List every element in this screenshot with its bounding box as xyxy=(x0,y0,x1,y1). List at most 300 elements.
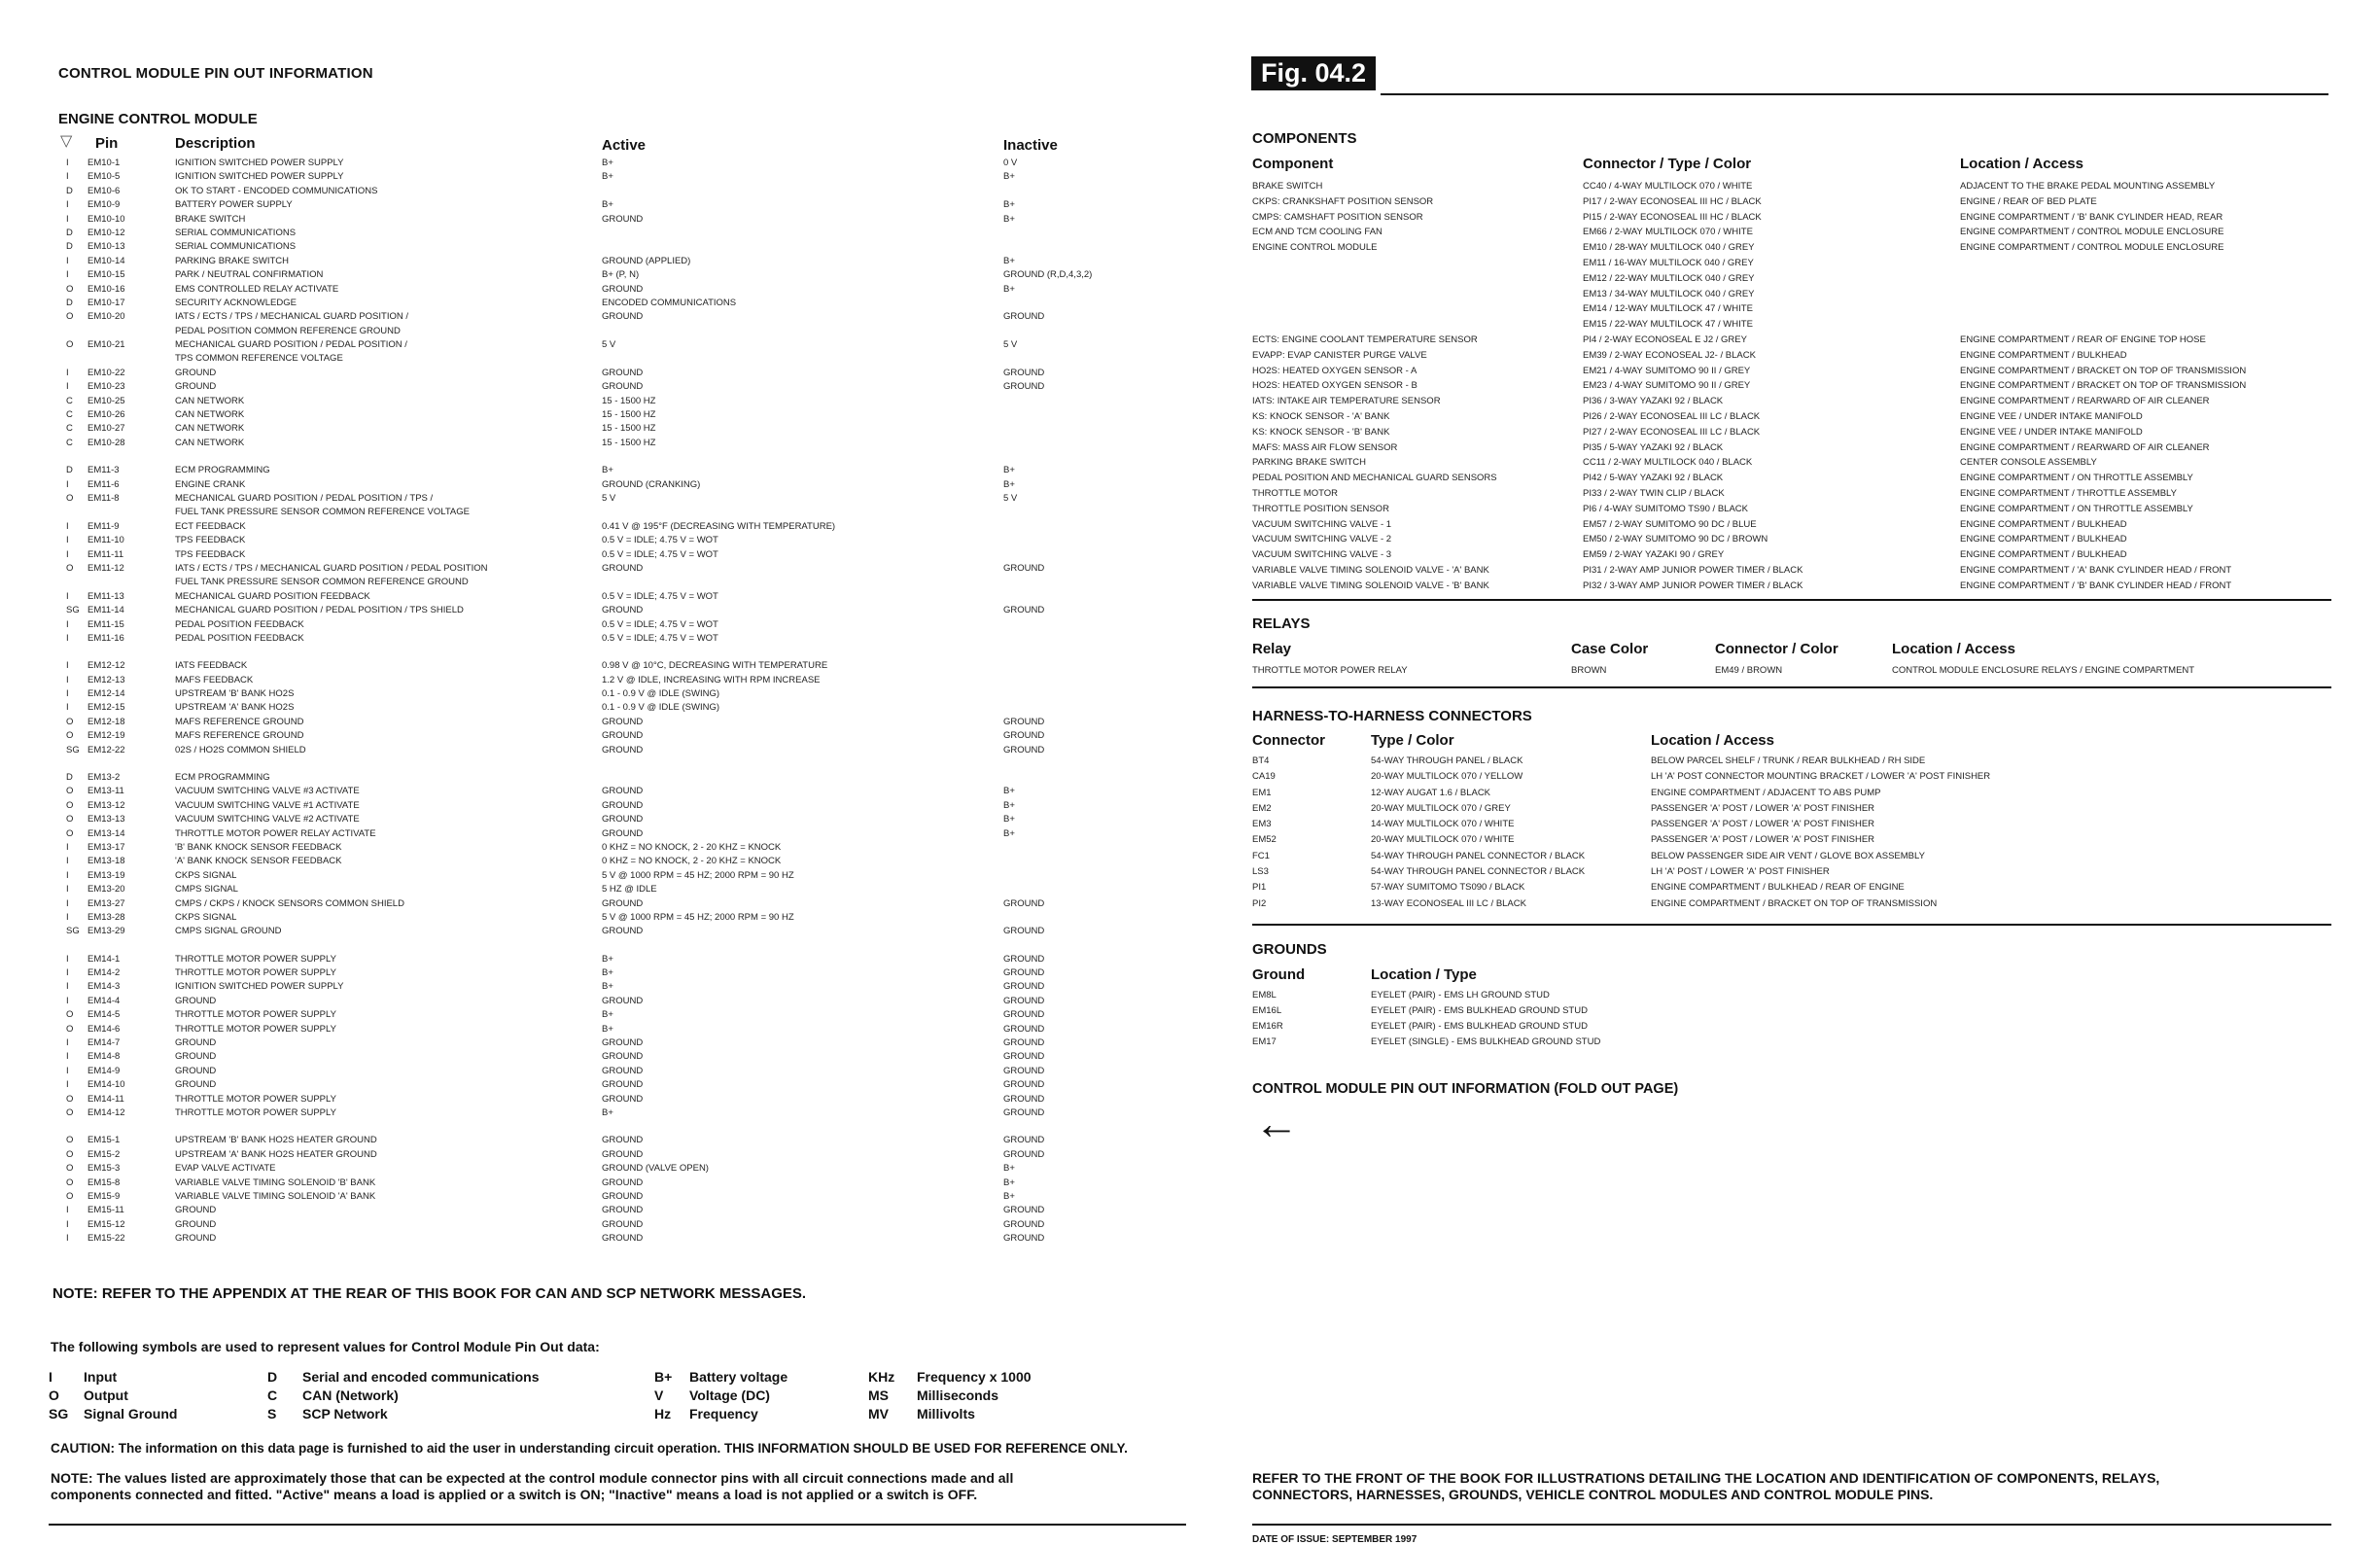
pin-description: CKPS SIGNAL xyxy=(175,869,237,881)
symbol-key: B+ xyxy=(654,1369,673,1385)
pin-id: EM14-8 xyxy=(88,1051,121,1063)
pin-description: IGNITION SWITCHED POWER SUPPLY xyxy=(175,171,344,183)
active-value: GROUND xyxy=(602,367,644,378)
pin-row xyxy=(58,1036,1186,1050)
active-value: GROUND xyxy=(602,995,644,1006)
harness-connector: EM52 xyxy=(1252,834,1277,846)
caution-text: CAUTION: The information on this data page is furnished to aid the user in understanding circuit operation. THIS INFORMATION SHOULD BE USED FOR REFERENCE ONLY. xyxy=(51,1441,1128,1456)
pin-row xyxy=(58,785,1186,798)
component-name: ECM AND TCM COOLING FAN xyxy=(1252,227,1382,238)
pin-description: 'B' BANK KNOCK SENSOR FEEDBACK xyxy=(175,841,342,853)
pin-id: EM14-11 xyxy=(88,1093,124,1105)
component-name: HO2S: HEATED OXYGEN SENSOR - A xyxy=(1252,365,1418,376)
component-connector: PI27 / 2-WAY ECONOSEAL III LC / BLACK xyxy=(1583,426,1761,438)
harness-type: 14-WAY MULTILOCK 070 / WHITE xyxy=(1371,819,1515,830)
symbol-key: D xyxy=(267,1369,278,1385)
harness-connector: EM1 xyxy=(1252,787,1272,798)
pin-description: ECM PROGRAMMING xyxy=(175,465,270,476)
table-row xyxy=(1252,425,2331,440)
pin-description: PARK / NEUTRAL CONFIRMATION xyxy=(175,269,324,281)
pin-description: UPSTREAM 'B' BANK HO2S xyxy=(175,688,295,700)
component-connector: PI42 / 5-WAY YAZAKI 92 / BLACK xyxy=(1583,473,1724,484)
pin-type: O xyxy=(66,1163,74,1175)
pin-description: VARIABLE VALVE TIMING SOLENOID 'B' BANK xyxy=(175,1176,376,1188)
table-row xyxy=(1252,502,2331,517)
pin-id: EM13-20 xyxy=(88,884,125,895)
pin-type: O xyxy=(66,1023,74,1035)
pin-row xyxy=(58,827,1186,841)
pin-id: EM14-9 xyxy=(88,1065,121,1076)
table-row xyxy=(1252,486,2331,502)
pin-row xyxy=(58,408,1186,422)
group-gap xyxy=(58,939,1186,953)
pin-description: GROUND xyxy=(175,1233,217,1245)
harness-location-col-header: Location / Access xyxy=(1651,732,1774,749)
component-name: MAFS: MASS AIR FLOW SENSOR xyxy=(1252,441,1398,453)
active-value: 15 - 1500 HZ xyxy=(602,437,656,448)
component-connector: EM11 / 16-WAY MULTILOCK 040 / GREY xyxy=(1583,257,1754,268)
pin-id: EM10-26 xyxy=(88,409,125,421)
component-connector: CC40 / 4-WAY MULTILOCK 070 / WHITE xyxy=(1583,181,1753,192)
active-header: Active xyxy=(602,137,647,154)
symbol-key: MS xyxy=(868,1387,889,1403)
harness-location: BELOW PARCEL SHELF / TRUNK / REAR BULKHEAD / RH SIDE xyxy=(1651,755,1926,766)
pin-id: EM10-23 xyxy=(88,381,125,393)
component-connector: PI36 / 3-WAY YAZAKI 92 / BLACK xyxy=(1583,396,1724,407)
pin-id: EM13-27 xyxy=(88,897,125,909)
pin-row xyxy=(58,995,1186,1008)
pin-id: EM14-10 xyxy=(88,1079,125,1091)
table-row xyxy=(1252,225,2331,240)
component-name: ECTS: ENGINE COOLANT TEMPERATURE SENSOR xyxy=(1252,334,1478,345)
active-value: ENCODED COMMUNICATIONS xyxy=(602,297,737,308)
active-value: GROUND xyxy=(602,1205,644,1216)
inactive-value: B+ xyxy=(1003,171,1015,183)
values-note-line2: components connected and fitted. "Active" means a load is applied or a switch is ON; "Inactive" means a load is not applied or a switch is OFF. xyxy=(51,1487,978,1502)
pin-row xyxy=(58,562,1186,576)
pin-type: O xyxy=(66,814,74,825)
relays-header xyxy=(1252,641,2331,660)
inactive-value: GROUND xyxy=(1003,381,1045,393)
pin-row xyxy=(58,170,1186,184)
location-col-header: Location / Access xyxy=(1960,156,2083,172)
active-value: 5 V xyxy=(602,492,616,504)
table-row xyxy=(1252,440,2331,456)
pin-description: 'A' BANK KNOCK SENSOR FEEDBACK xyxy=(175,856,342,867)
harness-type: 20-WAY MULTILOCK 070 / YELLOW xyxy=(1371,771,1523,783)
pin-type: I xyxy=(66,660,69,672)
foldout-link[interactable]: CONTROL MODULE PIN OUT INFORMATION (FOLD OUT PAGE) xyxy=(1252,1081,1679,1097)
pin-description: 02S / HO2S COMMON SHIELD xyxy=(175,744,306,755)
component-connector: EM23 / 4-WAY SUMITOMO 90 II / GREY xyxy=(1583,380,1751,392)
table-row xyxy=(1252,409,2331,425)
pin-description: THROTTLE MOTOR POWER SUPPLY xyxy=(175,953,336,965)
pin-type: O xyxy=(66,1107,74,1118)
table-row xyxy=(1252,547,2331,563)
pin-type: C xyxy=(66,409,73,421)
pin-description: VACUUM SWITCHING VALVE #1 ACTIVATE xyxy=(175,799,360,811)
component-name: VACUUM SWITCHING VALVE - 2 xyxy=(1252,534,1392,545)
table-row xyxy=(1252,849,2331,864)
pin-row xyxy=(58,213,1186,227)
component-location: ENGINE COMPARTMENT / BULKHEAD xyxy=(1960,549,2127,561)
pin-description: THROTTLE MOTOR POWER RELAY ACTIVATE xyxy=(175,827,376,839)
component-location: ENGINE COMPARTMENT / CONTROL MODULE ENCLOSURE xyxy=(1960,242,2224,254)
pin-description: FUEL TANK PRESSURE SENSOR COMMON REFERENCE GROUND xyxy=(175,577,469,588)
active-value: B+ (P, N) xyxy=(602,269,640,281)
pin-description: ECT FEEDBACK xyxy=(175,520,246,532)
relay-connector-col-header: Connector / Color xyxy=(1715,641,1838,657)
inactive-value: B+ xyxy=(1003,1190,1015,1202)
pin-description: BATTERY POWER SUPPLY xyxy=(175,199,293,211)
active-value: 0.5 V = IDLE; 4.75 V = WOT xyxy=(602,590,718,602)
component-location: ENGINE / REAR OF BED PLATE xyxy=(1960,195,2097,207)
pin-type: I xyxy=(66,702,69,714)
inactive-value: B+ xyxy=(1003,255,1015,266)
relay-col-header: Relay xyxy=(1252,641,1292,657)
pin-description: IATS / ECTS / TPS / MECHANICAL GUARD POSITION / xyxy=(175,311,409,323)
active-value: B+ xyxy=(602,1009,613,1021)
pin-type: O xyxy=(66,1176,74,1188)
active-value: 0 KHZ = NO KNOCK, 2 - 20 KHZ = KNOCK xyxy=(602,841,782,853)
symbol-key: MV xyxy=(868,1406,889,1422)
pin-type: I xyxy=(66,1079,69,1091)
pin-type: I xyxy=(66,869,69,881)
active-value: B+ xyxy=(602,953,613,965)
symbol-meaning: Milliseconds xyxy=(917,1387,999,1403)
table-row xyxy=(1252,817,2331,832)
active-value: 5 HZ @ IDLE xyxy=(602,884,657,895)
pin-row xyxy=(58,1008,1186,1022)
pin-row xyxy=(58,687,1186,701)
pin-row xyxy=(58,268,1186,282)
pin-id: EM10-28 xyxy=(88,437,125,448)
pin-description: THROTTLE MOTOR POWER SUPPLY xyxy=(175,1093,336,1105)
pin-row xyxy=(58,338,1186,352)
pin-row xyxy=(58,1190,1186,1204)
pin-row xyxy=(58,911,1186,925)
pin-type: O xyxy=(66,730,74,742)
table-row xyxy=(1252,287,2331,302)
table-row xyxy=(1252,663,2331,679)
pin-row xyxy=(58,310,1186,324)
pin-description: CAN NETWORK xyxy=(175,423,245,435)
active-value: GROUND xyxy=(602,926,644,937)
pin-id: EM15-22 xyxy=(88,1233,125,1245)
pin-type: C xyxy=(66,437,73,448)
pin-id: EM14-12 xyxy=(88,1107,125,1118)
active-value: GROUND (CRANKING) xyxy=(602,478,701,490)
pin-type: I xyxy=(66,618,69,630)
active-value: GROUND xyxy=(602,1218,644,1230)
component-connector: EM57 / 2-WAY SUMITOMO 90 DC / BLUE xyxy=(1583,518,1757,530)
active-value: GROUND xyxy=(602,799,644,811)
pin-type: C xyxy=(66,423,73,435)
harness-connector: FC1 xyxy=(1252,850,1270,861)
pin-type: I xyxy=(66,367,69,378)
pin-row xyxy=(58,255,1186,268)
inactive-value: GROUND xyxy=(1003,1023,1045,1035)
component-connector: PI31 / 2-WAY AMP JUNIOR POWER TIMER / BLACK xyxy=(1583,564,1803,576)
ground-col-header: Ground xyxy=(1252,966,1306,983)
pin-row xyxy=(58,240,1186,254)
harness-location: ENGINE COMPARTMENT / BULKHEAD / REAR OF ENGINE xyxy=(1651,882,1905,894)
pin-description: FUEL TANK PRESSURE SENSOR COMMON REFERENCE VOLTAGE xyxy=(175,507,470,518)
component-location: ENGINE COMPARTMENT / 'B' BANK CYLINDER HEAD / FRONT xyxy=(1960,579,2232,591)
pin-type: SG xyxy=(66,744,80,755)
symbol-key: C xyxy=(267,1387,278,1403)
pin-description: EMS CONTROLLED RELAY ACTIVATE xyxy=(175,283,339,295)
component-location: ENGINE COMPARTMENT / BULKHEAD xyxy=(1960,518,2127,530)
pin-description: EVAP VALVE ACTIVATE xyxy=(175,1163,276,1175)
pin-id: EM12-22 xyxy=(88,744,125,755)
pin-table xyxy=(58,157,1186,1247)
harness-location: ENGINE COMPARTMENT / ADJACENT TO ABS PUMP xyxy=(1651,787,1881,798)
inactive-value: GROUND xyxy=(1003,1107,1045,1118)
pin-id: EM11-9 xyxy=(88,520,120,532)
pin-type: I xyxy=(66,884,69,895)
pin-row xyxy=(58,1134,1186,1147)
pin-description: PEDAL POSITION FEEDBACK xyxy=(175,618,304,630)
harness-type: 54-WAY THROUGH PANEL CONNECTOR / BLACK xyxy=(1371,866,1586,878)
active-value: B+ xyxy=(602,981,613,993)
harness-connector: PI2 xyxy=(1252,897,1267,909)
can-note: NOTE: REFER TO THE APPENDIX AT THE REAR OF THIS BOOK FOR CAN AND SCP NETWORK MESSAGES. xyxy=(52,1285,807,1302)
inactive-value: B+ xyxy=(1003,478,1015,490)
rule-harness xyxy=(1252,924,2331,926)
pin-description: MAFS FEEDBACK xyxy=(175,674,254,685)
pin-description: IATS FEEDBACK xyxy=(175,660,248,672)
active-value: 15 - 1500 HZ xyxy=(602,409,656,421)
pin-type: I xyxy=(66,953,69,965)
harness-type: 54-WAY THROUGH PANEL / BLACK xyxy=(1371,755,1523,766)
pin-row xyxy=(58,395,1186,408)
table-row xyxy=(1252,348,2331,364)
grounds-header xyxy=(1252,966,2331,986)
pin-row xyxy=(58,1162,1186,1176)
inactive-value: B+ xyxy=(1003,283,1015,295)
pin-description: ECM PROGRAMMING xyxy=(175,772,270,784)
inactive-value: GROUND xyxy=(1003,1093,1045,1105)
inactive-value: GROUND xyxy=(1003,730,1045,742)
pin-row xyxy=(58,464,1186,477)
pin-row xyxy=(58,813,1186,826)
pin-type: I xyxy=(66,995,69,1006)
pin-type: I xyxy=(66,1065,69,1076)
pin-description: IATS / ECTS / TPS / MECHANICAL GUARD POSITION / PEDAL POSITION xyxy=(175,562,488,574)
pin-id: EM13-18 xyxy=(88,856,125,867)
relays-table xyxy=(1252,663,2331,679)
pin-description: BRAKE SWITCH xyxy=(175,213,246,225)
pin-row xyxy=(58,506,1186,519)
harness-connector: BT4 xyxy=(1252,755,1270,766)
inactive-value: GROUND xyxy=(1003,1037,1045,1049)
table-row xyxy=(1252,256,2331,271)
pin-type: I xyxy=(66,674,69,685)
pin-id: EM13-17 xyxy=(88,841,125,853)
pin-id: EM10-14 xyxy=(88,255,125,266)
pin-id: EM12-13 xyxy=(88,674,125,685)
pin-description: GROUND xyxy=(175,367,217,378)
harness-location: PASSENGER 'A' POST / LOWER 'A' POST FINISHER xyxy=(1651,834,1875,846)
harness-title: HARNESS-TO-HARNESS CONNECTORS xyxy=(1252,708,1532,724)
active-value: GROUND (VALVE OPEN) xyxy=(602,1163,709,1175)
page-title: CONTROL MODULE PIN OUT INFORMATION xyxy=(58,65,373,82)
component-name: VARIABLE VALVE TIMING SOLENOID VALVE - 'A' BANK xyxy=(1252,564,1489,576)
pin-id: EM10-5 xyxy=(88,171,121,183)
table-row xyxy=(1252,832,2331,848)
pin-description: GROUND xyxy=(175,1037,217,1049)
pin-type: I xyxy=(66,688,69,700)
inactive-value: GROUND xyxy=(1003,1051,1045,1063)
component-connector: CC11 / 2-WAY MULTILOCK 040 / BLACK xyxy=(1583,457,1753,469)
pin-type: C xyxy=(66,395,73,406)
inactive-value: GROUND xyxy=(1003,1079,1045,1091)
pin-description: SERIAL COMMUNICATIONS xyxy=(175,227,297,238)
pin-row xyxy=(58,1078,1186,1092)
pin-id: EM14-5 xyxy=(88,1009,121,1021)
pin-row xyxy=(58,1065,1186,1078)
group-gap xyxy=(58,1120,1186,1134)
component-connector: PI6 / 4-WAY SUMITOMO TS90 / BLACK xyxy=(1583,503,1748,514)
pin-id: EM12-14 xyxy=(88,688,125,700)
pin-id: EM10-15 xyxy=(88,269,125,281)
active-value: B+ xyxy=(602,967,613,979)
active-value: GROUND xyxy=(602,283,644,295)
pin-description: UPSTREAM 'B' BANK HO2S HEATER GROUND xyxy=(175,1135,377,1146)
active-value: GROUND xyxy=(602,897,644,909)
component-location: ENGINE COMPARTMENT / REARWARD OF AIR CLEANER xyxy=(1960,441,2210,453)
arrow-left-icon[interactable]: ← xyxy=(1254,1098,1299,1148)
pin-description: TPS FEEDBACK xyxy=(175,548,246,560)
table-row xyxy=(1252,880,2331,895)
active-value: GROUND xyxy=(602,562,644,574)
component-name: VARIABLE VALVE TIMING SOLENOID VALVE - 'B' BANK xyxy=(1252,579,1489,591)
pin-id: EM10-13 xyxy=(88,241,125,253)
rule-relays xyxy=(1252,686,2331,688)
ground-location-col-header: Location / Type xyxy=(1371,966,1477,983)
component-col-header: Component xyxy=(1252,156,1334,172)
component-location: ADJACENT TO THE BRAKE PEDAL MOUNTING ASSEMBLY xyxy=(1960,181,2216,192)
symbol-key: SG xyxy=(49,1406,69,1422)
pin-description: SERIAL COMMUNICATIONS xyxy=(175,241,297,253)
active-value: GROUND xyxy=(602,814,644,825)
pin-type: I xyxy=(66,1205,69,1216)
pin-id: EM11-8 xyxy=(88,492,120,504)
pin-description: THROTTLE MOTOR POWER SUPPLY xyxy=(175,1107,336,1118)
table-row xyxy=(1252,455,2331,471)
active-value: GROUND xyxy=(602,1079,644,1091)
pin-row xyxy=(58,604,1186,617)
pin-type: D xyxy=(66,297,73,308)
symbol-meaning: Voltage (DC) xyxy=(689,1387,770,1403)
component-connector: PI4 / 2-WAY ECONOSEAL E J2 / GREY xyxy=(1583,334,1747,345)
harness-location: PASSENGER 'A' POST / LOWER 'A' POST FINISHER xyxy=(1651,819,1875,830)
pin-id: EM14-2 xyxy=(88,967,121,979)
active-value: 0.1 - 0.9 V @ IDLE (SWING) xyxy=(602,702,720,714)
active-value: GROUND xyxy=(602,1176,644,1188)
inactive-value: 0 V xyxy=(1003,158,1018,168)
pin-type: D xyxy=(66,185,73,196)
inactive-value: GROUND xyxy=(1003,605,1045,616)
active-value: GROUND xyxy=(602,1065,644,1076)
pin-type: I xyxy=(66,967,69,979)
pin-description: GROUND xyxy=(175,995,217,1006)
pin-description: PARKING BRAKE SWITCH xyxy=(175,255,290,266)
symbol-meaning: Output xyxy=(84,1387,128,1403)
active-value: B+ xyxy=(602,199,613,211)
group-gap xyxy=(58,646,1186,659)
inactive-value: B+ xyxy=(1003,1163,1015,1175)
component-location: ENGINE VEE / UNDER INTAKE MANIFOLD xyxy=(1960,410,2143,422)
components-table xyxy=(1252,179,2331,594)
pin-row xyxy=(58,1106,1186,1120)
active-value: GROUND xyxy=(602,381,644,393)
pin-id: EM10-27 xyxy=(88,423,125,435)
component-name: KS: KNOCK SENSOR - 'A' BANK xyxy=(1252,410,1390,422)
inactive-value: B+ xyxy=(1003,814,1015,825)
pin-row xyxy=(58,367,1186,380)
inactive-value: B+ xyxy=(1003,786,1015,797)
pin-row xyxy=(58,883,1186,896)
type-column-icon: ▽ xyxy=(60,133,73,150)
symbol-meaning: Battery voltage xyxy=(689,1369,788,1385)
table-row xyxy=(1252,317,2331,333)
component-connector: EM15 / 22-WAY MULTILOCK 47 / WHITE xyxy=(1583,319,1753,331)
inactive-value: GROUND xyxy=(1003,1233,1045,1245)
pin-row xyxy=(58,980,1186,994)
inactive-value: B+ xyxy=(1003,799,1015,811)
active-value: 0.5 V = IDLE; 4.75 V = WOT xyxy=(602,632,718,644)
pin-id: EM14-7 xyxy=(88,1037,121,1049)
inactive-value: GROUND xyxy=(1003,311,1045,323)
inactive-value: GROUND xyxy=(1003,1148,1045,1160)
active-value: GROUND xyxy=(602,730,644,742)
pin-description: MECHANICAL GUARD POSITION / PEDAL POSITION / TPS SHIELD xyxy=(175,605,464,616)
pin-type: I xyxy=(66,171,69,183)
pin-description: ENGINE CRANK xyxy=(175,478,246,490)
pin-row xyxy=(58,953,1186,966)
pin-id: EM10-16 xyxy=(88,283,125,295)
active-value: 15 - 1500 HZ xyxy=(602,423,656,435)
active-value: 0.98 V @ 10°C, DECREASING WITH TEMPERATURE xyxy=(602,660,828,672)
pin-id: EM11-16 xyxy=(88,632,124,644)
symbol-meaning: Serial and encoded communications xyxy=(302,1369,540,1385)
pin-type: I xyxy=(66,381,69,393)
component-location: ENGINE COMPARTMENT / ON THROTTLE ASSEMBLY xyxy=(1960,503,2193,514)
active-value: GROUND xyxy=(602,827,644,839)
pin-description: CMPS SIGNAL xyxy=(175,884,238,895)
pin-type: I xyxy=(66,548,69,560)
harness-type: 54-WAY THROUGH PANEL CONNECTOR / BLACK xyxy=(1371,850,1586,861)
table-row xyxy=(1252,532,2331,547)
pin-description: MECHANICAL GUARD POSITION / PEDAL POSITION / xyxy=(175,339,407,351)
table-row xyxy=(1252,240,2331,256)
pin-type: I xyxy=(66,1218,69,1230)
inactive-value: GROUND xyxy=(1003,1218,1045,1230)
inactive-value: B+ xyxy=(1003,465,1015,476)
symbol-meaning: Input xyxy=(84,1369,118,1385)
component-location: CENTER CONSOLE ASSEMBLY xyxy=(1960,457,2097,469)
pin-id: EM13-14 xyxy=(88,827,125,839)
component-location: ENGINE COMPARTMENT / BULKHEAD xyxy=(1960,349,2127,361)
component-name: HO2S: HEATED OXYGEN SENSOR - B xyxy=(1252,380,1418,392)
component-location: ENGINE COMPARTMENT / THROTTLE ASSEMBLY xyxy=(1960,487,2177,499)
table-row xyxy=(1252,194,2331,210)
pin-description: IGNITION SWITCHED POWER SUPPLY xyxy=(175,981,344,993)
active-value: B+ xyxy=(602,1023,613,1035)
pin-description: SECURITY ACKNOWLEDGE xyxy=(175,297,297,308)
